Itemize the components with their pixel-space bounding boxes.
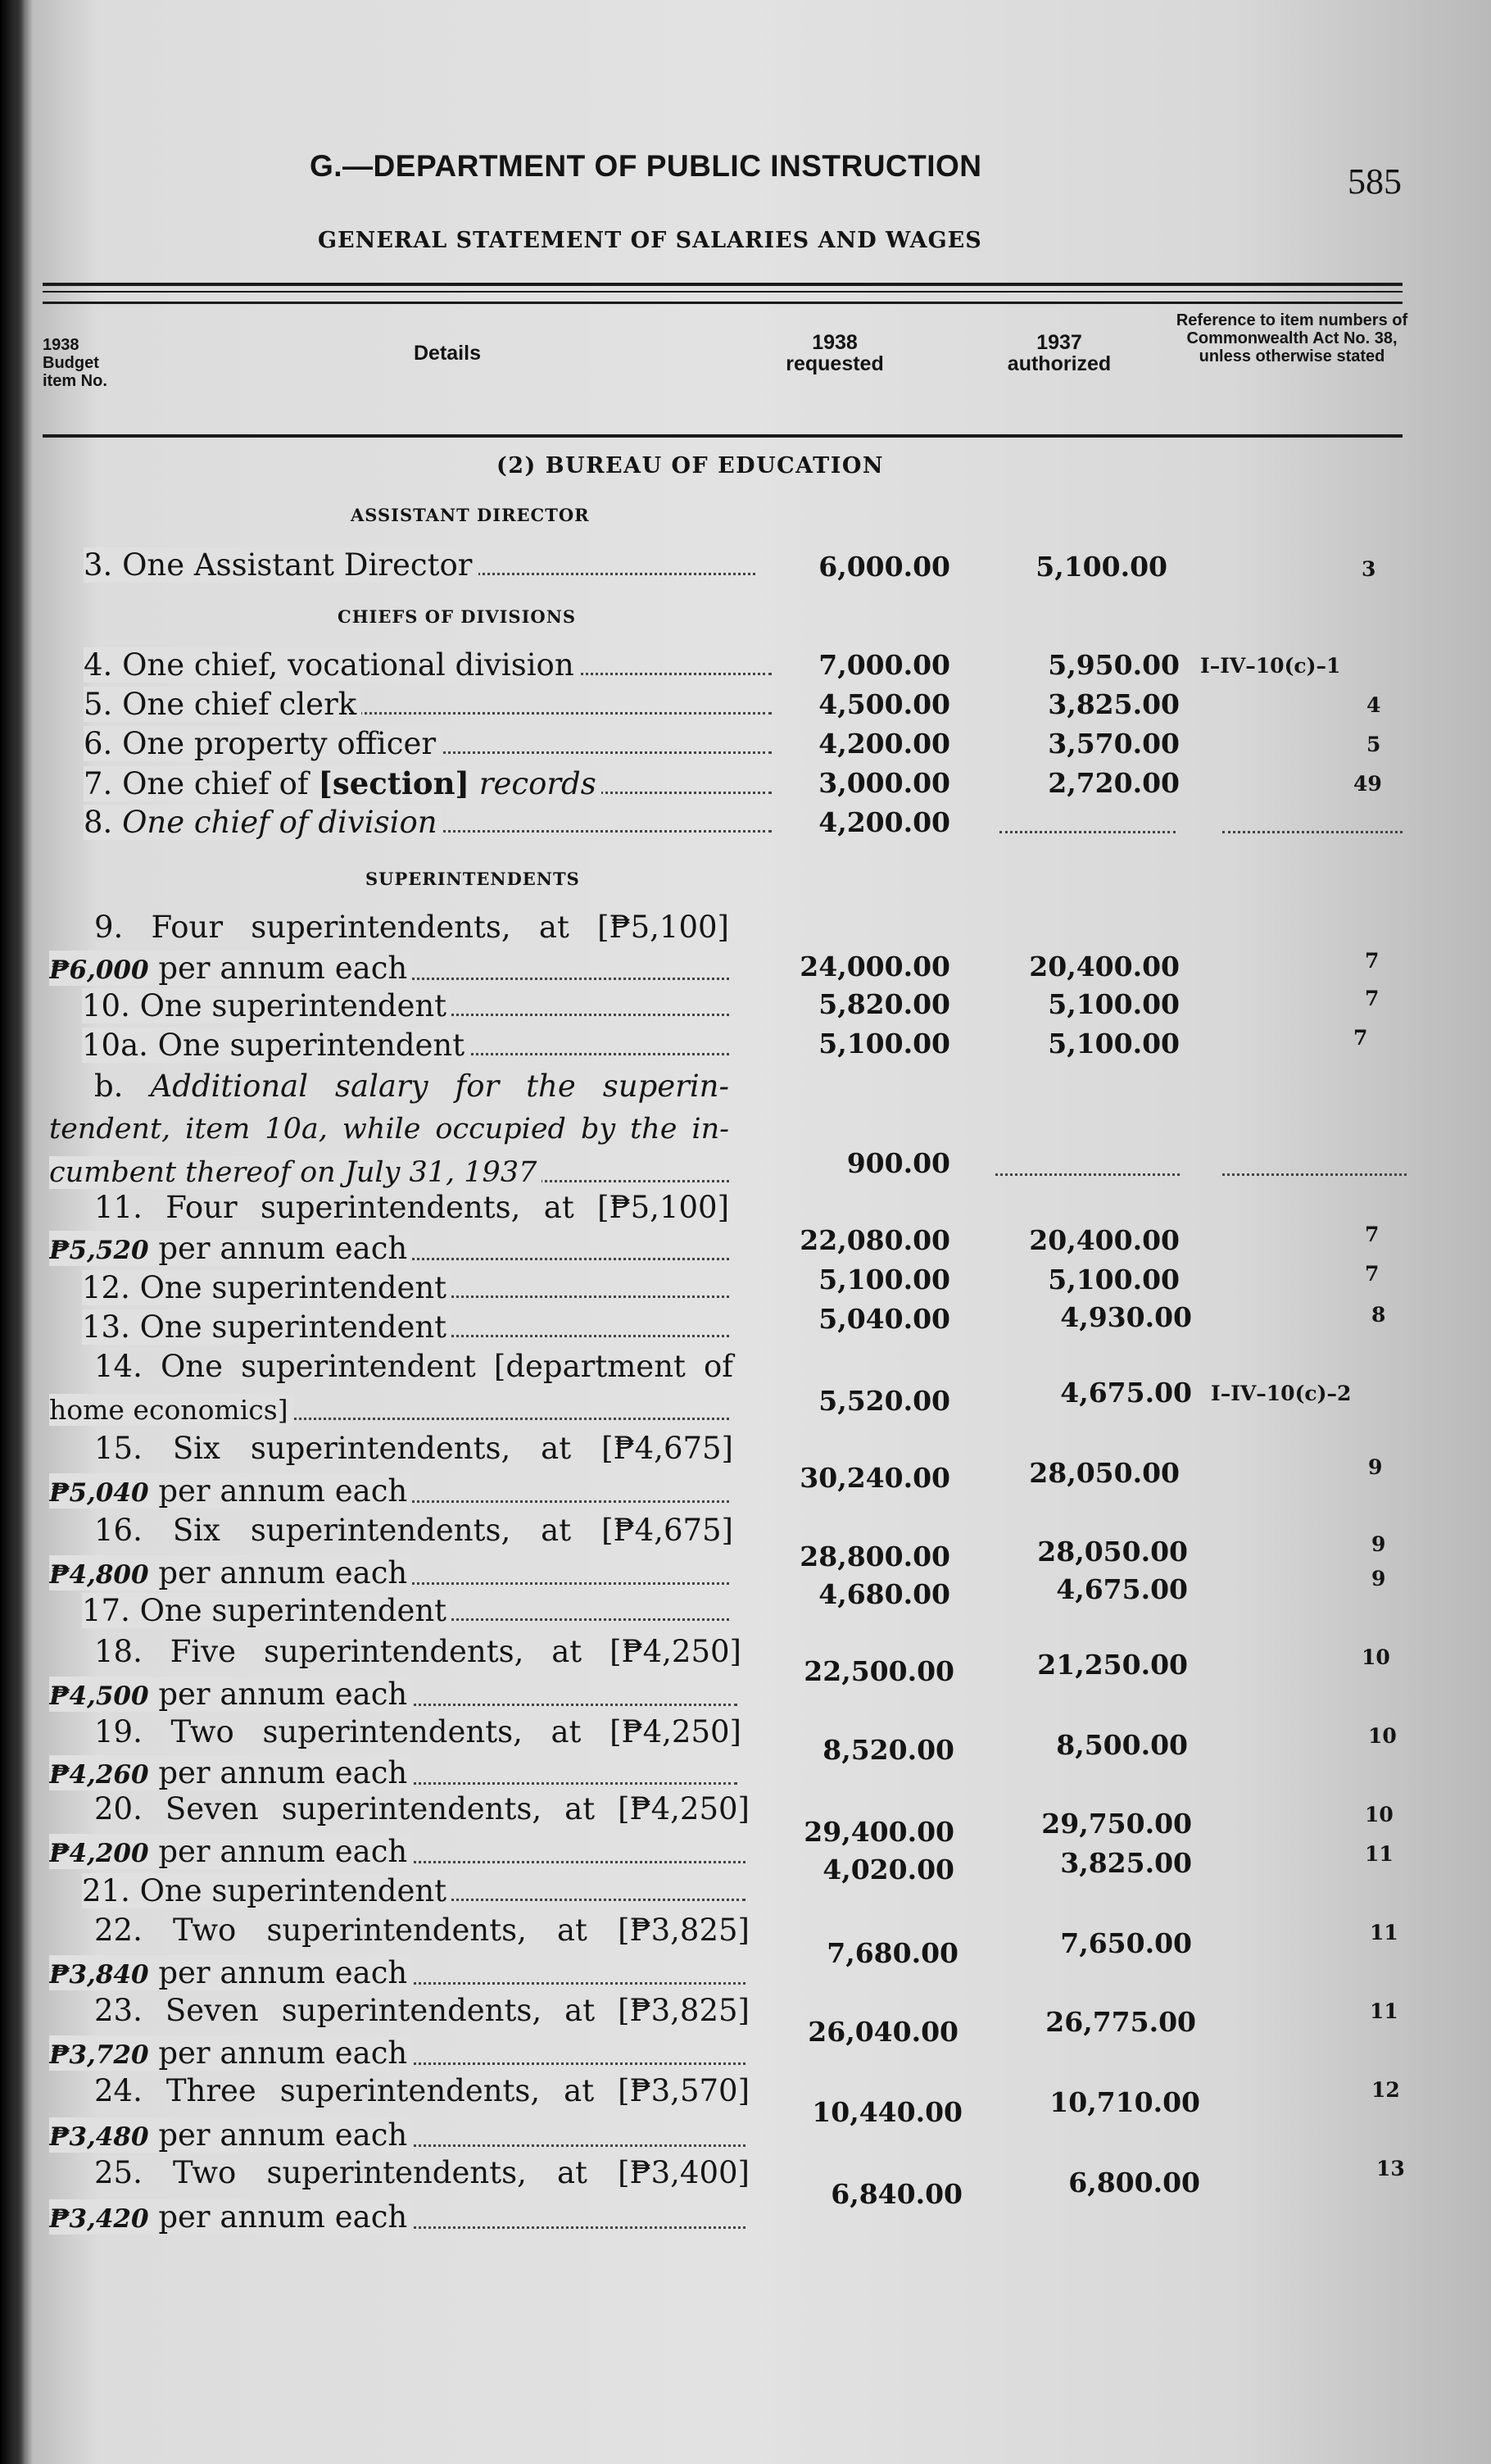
table-row	[49, 1309, 1409, 1345]
row-desc: 8. One chief of division	[84, 805, 442, 840]
value-reference: 9	[1368, 1455, 1383, 1479]
empty-reference	[1222, 1173, 1407, 1176]
row-desc: 21. One superintendent	[82, 1873, 451, 1908]
value-requested: 30,240.00	[800, 1462, 950, 1494]
value-reference: 7	[1365, 987, 1380, 1010]
value-requested: 4,200.00	[818, 806, 950, 838]
rate-new: ₱5,520	[49, 1236, 149, 1265]
rate-new: ₱5,040	[49, 1478, 149, 1508]
value-requested: 22,500.00	[804, 1655, 954, 1687]
row-desc: 7. One chief of [section] records	[84, 766, 601, 801]
value-requested: 28,800.00	[800, 1541, 950, 1572]
value-authorized: 6,800.00	[1068, 2167, 1200, 2199]
row-desc-line1: 16. Six superintendents, at [₱4,675]	[94, 1513, 733, 1548]
value-authorized: 3,825.00	[1048, 688, 1180, 720]
value-reference: 10	[1368, 1724, 1397, 1748]
row-desc-line1: 20. Seven superintendents, at [₱4,250]	[94, 1791, 750, 1826]
value-requested: 26,040.00	[808, 2016, 958, 2048]
value-authorized: 20,400.00	[1029, 1224, 1180, 1256]
value-authorized: 10,710.00	[1049, 2086, 1200, 2118]
row-desc-line1: 14. One superintendent [department of	[94, 1349, 733, 1384]
value-requested: 29,400.00	[804, 1816, 954, 1848]
value-reference: 7	[1365, 1223, 1380, 1246]
empty-reference	[1222, 831, 1403, 833]
row-desc-line1: b. Additional salary for the superin-	[94, 1069, 730, 1104]
table-row: ₱4,260 per annum each	[49, 1755, 1409, 1791]
empty-authorized	[995, 1173, 1180, 1176]
value-authorized: 29,750.00	[1041, 1808, 1192, 1840]
value-requested: 7,680.00	[827, 1937, 958, 1969]
value-requested: 5,520.00	[818, 1385, 950, 1417]
row-desc-line3: cumbent thereof on July 31, 1937	[49, 1156, 542, 1189]
table-row	[49, 1593, 1409, 1629]
value-reference: 13	[1376, 2157, 1405, 2180]
row-desc-line1: 23. Seven superintendents, at [₱3,825]	[94, 1993, 750, 2028]
book-spine-shadow	[0, 0, 25, 2464]
table-row: ₱4,200 per annum each	[49, 1834, 1409, 1870]
page-subtitle: GENERAL STATEMENT OF SALARIES AND WAGES	[318, 228, 982, 253]
table-row: ₱4,800 per annum each	[49, 1555, 1409, 1591]
table-row	[49, 726, 1409, 762]
table-row	[49, 805, 1409, 841]
value-requested: 10,440.00	[812, 2096, 963, 2128]
col-authorized: 1937 authorized	[1007, 331, 1112, 375]
value-requested: 4,200.00	[818, 728, 950, 760]
value-requested: 7,000.00	[818, 649, 950, 681]
value-reference: 10	[1362, 1645, 1390, 1669]
table-row: ₱3,420 per annum each	[49, 2199, 1409, 2235]
value-authorized: 28,050.00	[1037, 1536, 1188, 1568]
section-heading: (2) BUREAU OF EDUCATION	[496, 453, 885, 479]
value-reference: 49	[1353, 772, 1382, 796]
value-authorized: 5,950.00	[1048, 649, 1180, 681]
row-desc: 6. One property officer	[84, 726, 441, 761]
value-reference: 4	[1366, 693, 1381, 717]
table-row: ₱3,720 per annum each	[49, 2035, 1409, 2071]
empty-authorized	[999, 831, 1176, 833]
value-requested: 6,000.00	[818, 551, 950, 583]
row-desc: 4. One chief, vocational division	[84, 647, 579, 683]
table-row	[49, 1154, 1409, 1190]
rate-new: ₱6,000	[49, 955, 149, 985]
page-title: G.—DEPARTMENT OF PUBLIC INSTRUCTION	[310, 149, 982, 183]
value-authorized: 5,100.00	[1048, 1264, 1180, 1296]
row-desc-line1: 15. Six superintendents, at [₱4,675]	[94, 1431, 733, 1466]
row-desc: 10a. One superintendent	[82, 1028, 469, 1063]
value-reference: 10	[1365, 1803, 1394, 1826]
rate-new: ₱3,480	[49, 2122, 149, 2152]
row-desc-line2: tendent, item 10a, while occupied by the in-	[49, 1113, 729, 1146]
row-desc-line1: 18. Five superintendents, at [₱4,250]	[94, 1634, 741, 1669]
value-reference: 5	[1366, 733, 1381, 756]
row-desc-line1: 19. Two superintendents, at [₱4,250]	[94, 1714, 741, 1749]
value-requested: 900.00	[846, 1147, 950, 1179]
subsection-superintendents: SUPERINTENDENTS	[365, 869, 580, 889]
value-authorized: 2,720.00	[1048, 767, 1180, 799]
row-desc-line1: 9. Four superintendents, at [₱5,100]	[94, 910, 729, 945]
subsection-assistant-director: ASSISTANT DIRECTOR	[351, 505, 590, 525]
header-rule-bottom	[43, 434, 1403, 438]
value-requested: 8,520.00	[823, 1734, 954, 1766]
value-authorized: 5,100.00	[1048, 1028, 1180, 1060]
value-requested: 4,500.00	[818, 688, 950, 720]
value-authorized: 4,675.00	[1060, 1377, 1192, 1409]
rate-new: ₱4,260	[49, 1760, 149, 1790]
header-rule-top-thin	[43, 291, 1403, 293]
value-requested: 5,820.00	[818, 988, 950, 1020]
value-requested: 5,100.00	[818, 1028, 950, 1060]
subsection-chiefs: CHIEFS OF DIVISIONS	[338, 606, 577, 627]
row-desc-line1: 11. Four superintendents, at [₱5,100]	[94, 1190, 729, 1225]
value-reference: 9	[1371, 1567, 1386, 1590]
value-reference: 7	[1365, 949, 1380, 973]
table-row: ₱3,480 per annum each	[49, 2117, 1409, 2153]
rate-new: ₱4,500	[49, 1681, 149, 1711]
value-requested: 4,020.00	[823, 1854, 954, 1885]
page-number: 585	[1348, 161, 1402, 202]
value-authorized: 5,100.00	[1036, 551, 1167, 583]
value-authorized: 5,100.00	[1048, 988, 1180, 1020]
value-authorized: 20,400.00	[1029, 951, 1180, 982]
rate-new: ₱3,840	[49, 1960, 149, 1990]
row-desc-line1: 25. Two superintendents, at [₱3,400]	[94, 2155, 750, 2190]
value-requested: 3,000.00	[818, 767, 950, 799]
value-reference: I–IV–10(c)–2	[1211, 1382, 1352, 1405]
table-row	[49, 687, 1409, 723]
row-desc: 13. One superintendent	[82, 1309, 451, 1345]
row-desc-line2: home economics]	[49, 1394, 293, 1426]
value-reference: 3	[1362, 557, 1376, 581]
row-desc: 10. One superintendent	[82, 988, 451, 1023]
table-row: ₱6,000 per annum each	[49, 951, 1409, 987]
table-row	[49, 1270, 1409, 1306]
value-requested: 6,840.00	[831, 2178, 963, 2210]
value-reference: 11	[1365, 1842, 1394, 1866]
col-requested: 1938 requested	[786, 331, 884, 375]
table-row: ₱3,840 per annum each	[49, 1955, 1409, 1991]
table-row: ₱5,520 per annum each	[49, 1231, 1409, 1267]
row-desc-line1: 24. Three superintendents, at [₱3,570]	[94, 2073, 750, 2108]
value-authorized: 3,825.00	[1060, 1847, 1192, 1879]
table-row	[49, 765, 1409, 801]
rate-new: ₱3,420	[49, 2204, 149, 2234]
rate-new: ₱4,200	[49, 1839, 149, 1868]
col-reference: Reference to item numbers of Commonwealth Act No. 38, unless otherwise stated	[1176, 311, 1408, 365]
table-row	[49, 1873, 1409, 1909]
row-desc-line1: 22. Two superintendents, at [₱3,825]	[94, 1913, 750, 1948]
row-desc: 12. One superintendent	[82, 1270, 451, 1305]
value-reference: 7	[1353, 1026, 1368, 1050]
header-rule-top	[43, 283, 1403, 286]
col-details: Details	[414, 342, 481, 365]
table-row	[49, 988, 1409, 1024]
row-desc: 3. One Assistant Director	[84, 547, 478, 583]
header-rule-top-2	[43, 302, 1403, 304]
value-reference: 11	[1370, 1999, 1398, 2023]
value-requested: 22,080.00	[800, 1224, 950, 1256]
rate-new: ₱4,800	[49, 1560, 149, 1590]
rate-new: ₱3,720	[49, 2040, 149, 2070]
value-requested: 4,680.00	[818, 1578, 950, 1610]
table-row	[49, 1028, 1409, 1064]
value-authorized: 4,930.00	[1060, 1301, 1192, 1333]
value-authorized: 4,675.00	[1056, 1573, 1188, 1605]
value-requested: 24,000.00	[800, 951, 950, 982]
table-row	[49, 547, 1409, 583]
value-reference: 12	[1371, 2078, 1400, 2102]
table-row: ₱4,500 per annum each	[49, 1677, 1409, 1713]
table-row: ₱5,040 per annum each	[49, 1473, 1409, 1509]
value-authorized: 26,775.00	[1045, 2006, 1196, 2038]
value-requested: 5,100.00	[818, 1264, 950, 1296]
value-authorized: 3,570.00	[1048, 728, 1180, 760]
value-requested: 5,040.00	[818, 1303, 950, 1335]
value-reference: 8	[1371, 1303, 1386, 1327]
value-reference: 11	[1370, 1921, 1398, 1944]
value-reference: 9	[1371, 1532, 1386, 1556]
row-desc: 17. One superintendent	[82, 1593, 451, 1628]
table-row	[49, 1391, 1409, 1427]
value-reference: I–IV–10(c)–1	[1200, 654, 1341, 678]
value-authorized: 7,650.00	[1060, 1927, 1192, 1959]
row-desc: 5. One chief clerk	[84, 687, 361, 722]
value-authorized: 28,050.00	[1029, 1457, 1180, 1489]
col-item-no: 1938 Budget item No.	[43, 336, 107, 390]
value-authorized: 8,500.00	[1056, 1729, 1188, 1761]
value-authorized: 21,250.00	[1037, 1649, 1188, 1681]
value-reference: 7	[1365, 1262, 1380, 1286]
